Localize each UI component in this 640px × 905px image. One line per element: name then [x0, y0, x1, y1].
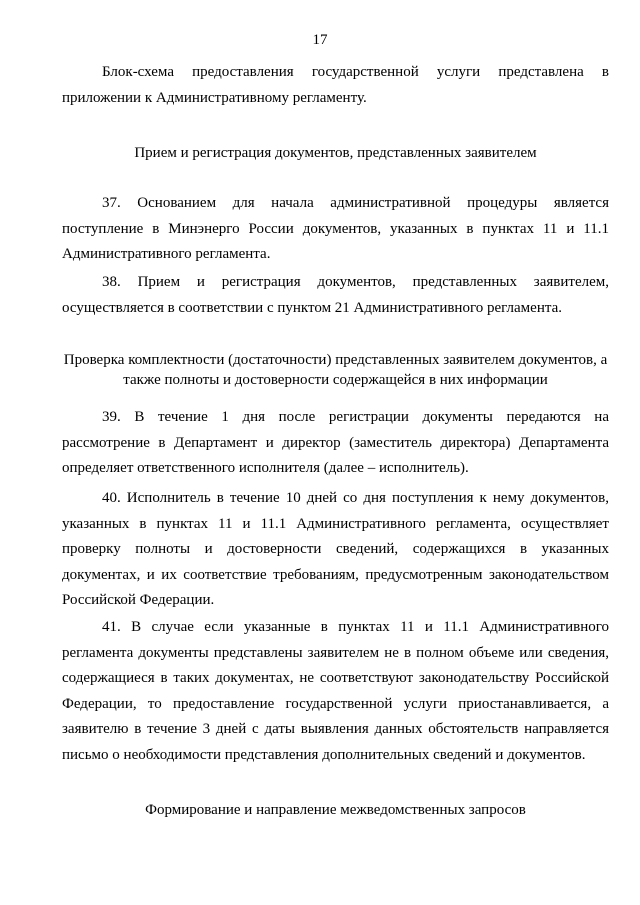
paragraph-block-scheme: Блок-схема предоставления государственной услуги представлена в приложении к Административному регламенту. — [62, 64, 609, 106]
section-heading-interdepartmental-requests: Формирование и направление межведомственных запросов — [145, 802, 526, 818]
paragraph-39: 39. В течение 1 дня после регистрации документы передаются на рассмотрение в Департамент и директор (заместитель директора) Департамента определяет ответственного исполнителя (далее – исполнитель). — [62, 409, 609, 476]
page-number: 17 — [312, 32, 328, 48]
paragraph-41: 41. В случае если указанные в пунктах 11 и 11.1 Административного регламента документы представлены заявителем не в полном объеме или сведения, содержащиеся в таких документах, не соответствуют законодательству Российской Федерации, то предоставление государственной услуги приостанавливается, а заявителю в течение 3 дней с даты выявления данных обстоятельств направляется письмо о необходимости представления дополнительных сведений и документов. — [62, 619, 609, 763]
section-heading-completeness-check: Проверка комплектности (достаточности) представленных заявителем документов, а также полноты и достоверности содержащейся в них информации — [63, 352, 608, 388]
paragraph-40: 40. Исполнитель в течение 10 дней со дня поступления к нему документов, указанных в пунктах 11 и 11.1 Административного регламента, осуществляет проверку полноты и достоверности сведений, содержащихся в указанных документах, и их соответствие требованиям, предусмотренным законодательством Российской Федерации. — [62, 490, 609, 608]
paragraph-37: 37. Основанием для начала административной процедуры является поступление в Минэнерго России документов, указанных в пунктах 11 и 11.1 Административного регламента. — [62, 195, 609, 262]
section-heading-reception: Прием и регистрация документов, представленных заявителем — [134, 145, 537, 161]
paragraph-38: 38. Прием и регистрация документов, представленных заявителем, осуществляется в соответствии с пунктом 21 Административного регламента. — [62, 274, 609, 316]
